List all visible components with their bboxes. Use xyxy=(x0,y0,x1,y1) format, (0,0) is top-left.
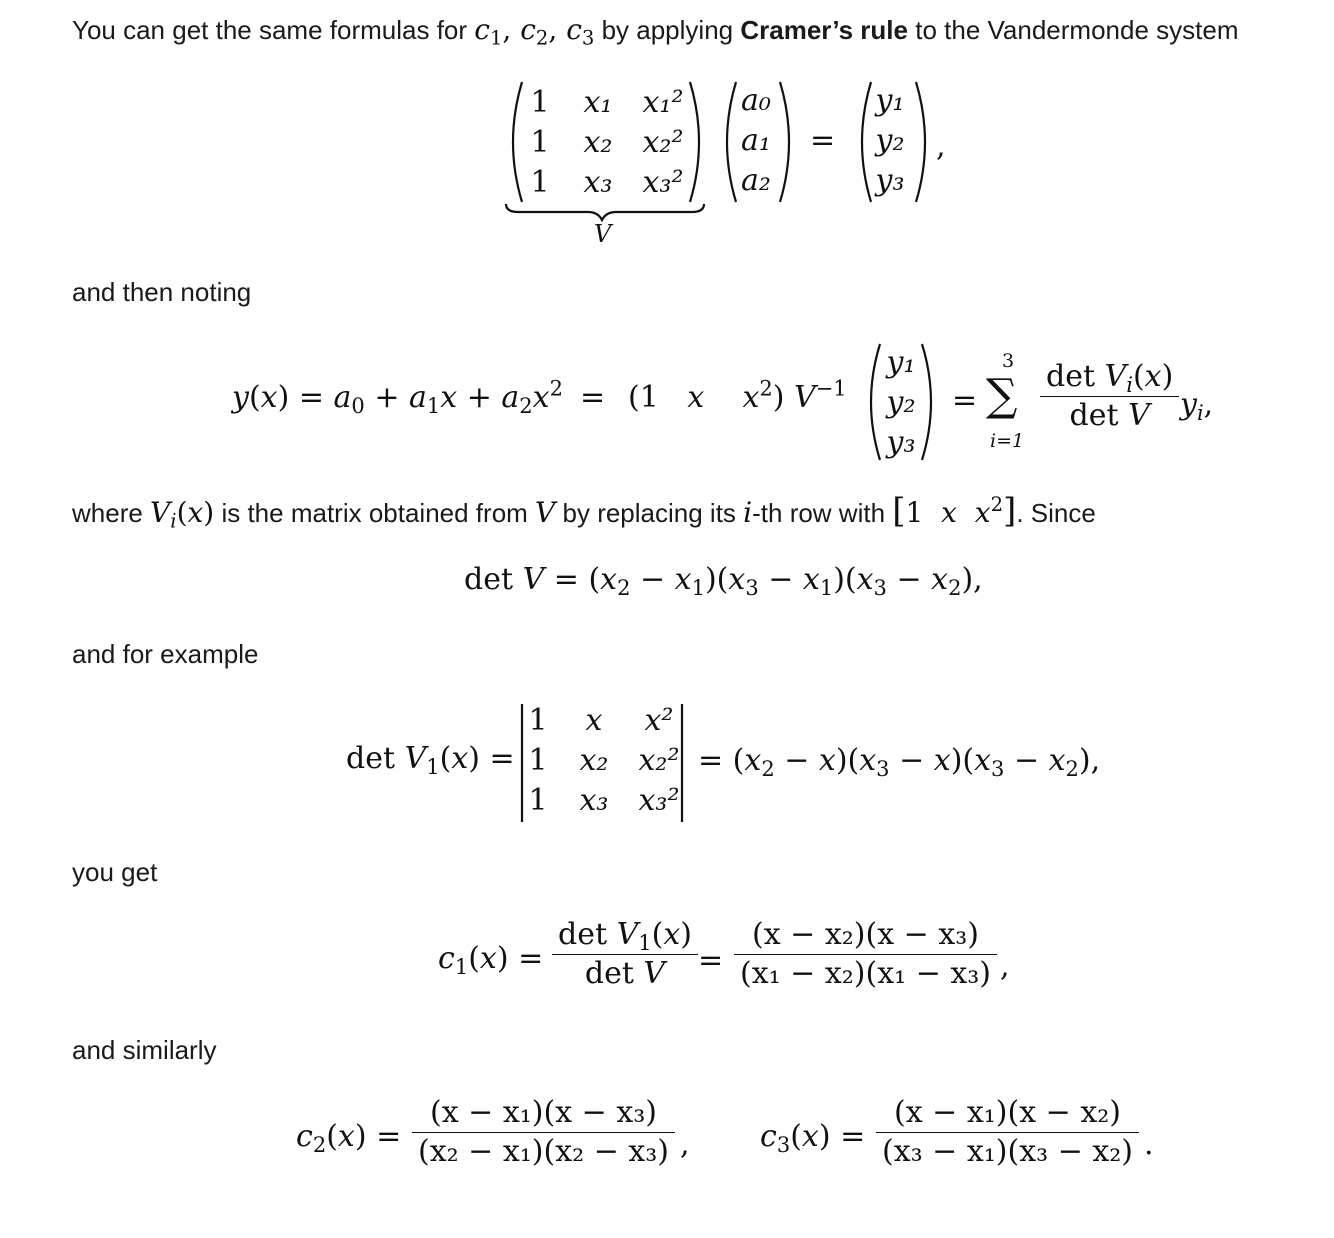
v-cell-3-3: x₃² xyxy=(642,165,684,200)
for-example-paragraph: and for example xyxy=(72,639,259,669)
det-v1-lhs: $\det V_1(x)$ = xyxy=(346,741,515,779)
det-cell-1-1: 1 xyxy=(528,703,548,738)
c3-denominator: (x₃ − x₁)(x₃ − x₂) xyxy=(882,1134,1134,1169)
det-cell-1-3: x² xyxy=(644,703,674,738)
noting-paragraph: and then noting xyxy=(72,277,252,307)
v-cell-2-2: x₂ xyxy=(583,125,613,160)
equals-sign: = xyxy=(952,383,978,418)
similarly-paragraph: and similarly xyxy=(72,1035,217,1065)
brace-label-v: V xyxy=(594,220,612,248)
you-get-paragraph: you get xyxy=(72,857,158,887)
v-cell-3-2: x₃ xyxy=(583,165,613,200)
vector-y3: y₃ xyxy=(886,425,916,460)
v-cell-3-1: 1 xyxy=(530,165,550,200)
det-cell-3-3: x₃² xyxy=(638,783,680,818)
det-v1-rhs: = $(x_2 - x)(x_3 - x)(x_3 - x_2)$, xyxy=(698,743,1101,781)
c2-numerator: (x − x₁)(x − x₃) xyxy=(412,1098,675,1133)
rhs-y1: y₁ xyxy=(875,83,905,118)
equals-sign: = xyxy=(580,380,606,415)
sum-upper-limit: 3 xyxy=(1002,350,1015,372)
intro-text-after: to the Vandermonde system xyxy=(908,15,1239,45)
intro-text-mid: by applying xyxy=(594,15,741,45)
v-symbol: V xyxy=(535,496,556,529)
period: . xyxy=(1144,1127,1154,1162)
c1-fraction-1: $\frac{\det V_1(x)}{\text{det V}}$ xyxy=(552,920,698,989)
det-cell-2-3: x₂² xyxy=(638,743,680,778)
c2-lhs: $c_2(x)$ = xyxy=(296,1119,402,1157)
sum-symbol: ∑ xyxy=(986,370,1018,421)
row-matrix: [1 x $x^2$] xyxy=(892,491,1017,531)
yi-term: $y_i$, xyxy=(1180,387,1214,425)
rhs-y3: y₃ xyxy=(875,163,905,198)
v-cell-1-1: 1 xyxy=(530,85,550,120)
det-cell-1-2: x xyxy=(585,703,603,738)
c3-numerator: (x − x₁)(x − x₂) xyxy=(876,1098,1139,1133)
det-cell-3-2: x₃ xyxy=(579,783,609,818)
rhs-y2: y₂ xyxy=(875,123,905,158)
c3-lhs: $c_3(x)$ = xyxy=(760,1119,866,1157)
cramers-rule-bold: Cramer’s rule xyxy=(740,15,908,45)
det-cell-2-2: x₂ xyxy=(579,743,609,778)
intro-text-before: You can get the same formulas for xyxy=(72,15,475,45)
c3-fraction xyxy=(876,1095,1139,1169)
where-text-4: -th row with xyxy=(752,498,893,528)
where-text-5: . Since xyxy=(1016,498,1096,528)
c1-denominator: (x₁ − x₂)(x₁ − x₃) xyxy=(740,956,992,991)
det-cell-2-1: 1 xyxy=(528,743,548,778)
i-symbol: i xyxy=(743,496,753,529)
coeff-a2: a₂ xyxy=(741,163,771,198)
coeff-a1: a₁ xyxy=(741,123,771,158)
c1-fraction-2 xyxy=(734,917,997,991)
where-text-1: where xyxy=(72,498,151,528)
equals-sign: = xyxy=(698,943,724,978)
vector-y1: y₁ xyxy=(886,345,916,380)
det-fraction: $\frac{\det V_i(x)}{\text{det V}}$ xyxy=(1040,362,1179,431)
vector-y2: y₂ xyxy=(886,385,916,420)
sum-lower-limit: i=1 xyxy=(990,430,1025,452)
c2-fraction xyxy=(412,1095,675,1169)
c2-denominator: (x₂ − x₁)(x₂ − x₃) xyxy=(418,1134,670,1169)
v-cell-2-3: x₂² xyxy=(642,125,684,160)
polynomial-lhs: $y(x) = a_0 + a_1x + a_2x^2$ xyxy=(232,376,563,418)
v-cell-2-1: 1 xyxy=(530,125,550,160)
intro-paragraph xyxy=(72,13,1239,50)
v-cell-1-2: x₁ xyxy=(583,85,613,120)
comma: , xyxy=(680,1127,690,1162)
where-paragraph xyxy=(72,491,1096,533)
intro-variables: $c_1$, $c_2$, $c_3$ xyxy=(474,13,595,50)
coeff-a0: a₀ xyxy=(741,83,771,118)
c1-lhs: $c_1(x)$ = xyxy=(438,941,544,979)
c1-numerator: (x − x₂)(x − x₃) xyxy=(734,920,997,955)
comma: , xyxy=(1000,949,1010,984)
where-text-3: by replacing its xyxy=(555,498,744,528)
comma: , xyxy=(936,129,946,164)
where-text-2: is the matrix obtained from xyxy=(214,498,536,528)
v-cell-1-3: x₁² xyxy=(642,85,684,120)
equals-sign: = xyxy=(810,123,836,158)
det-v-equation: $\det V = (x_2 - x_1)(x_3 - x_1)(x_3 - x_2)$, xyxy=(464,562,983,600)
row-vector: (1 x $x^2$) $V^{-1}$ xyxy=(628,376,847,415)
det-cell-3-1: 1 xyxy=(528,783,548,818)
vi-x-symbol: $V_i(x)$ xyxy=(150,496,215,533)
